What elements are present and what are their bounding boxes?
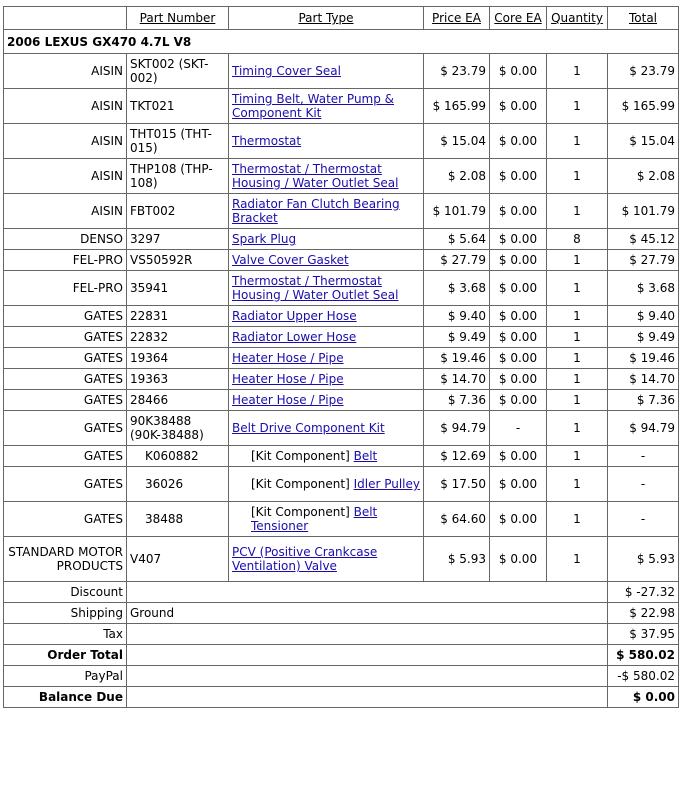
- tax-spacer: [127, 624, 608, 645]
- part-type-cell: [229, 194, 424, 229]
- vehicle-title: 2006 LEXUS GX470 4.7L V8: [4, 30, 679, 54]
- part-type-cell: [229, 411, 424, 446]
- brand-cell: FEL-PRO: [4, 271, 127, 306]
- price-cell: $ 7.36: [424, 390, 490, 411]
- core-cell: $ 0.00: [490, 537, 547, 582]
- quantity-cell: 1: [547, 159, 608, 194]
- balance-due-label: Balance Due: [4, 687, 127, 708]
- paypal-value: -$ 580.02: [608, 666, 679, 687]
- part-type-cell: [229, 467, 424, 502]
- price-cell: $ 64.60: [424, 502, 490, 537]
- total-cell: $ 165.99: [608, 89, 679, 124]
- part-type-cell: [229, 250, 424, 271]
- part-type-link[interactable]: Valve Cover Gasket: [232, 253, 349, 267]
- total-cell: $ 27.79: [608, 250, 679, 271]
- table-row: [4, 327, 679, 348]
- price-cell: $ 15.04: [424, 124, 490, 159]
- price-cell: $ 2.08: [424, 159, 490, 194]
- total-cell: $ 45.12: [608, 229, 679, 250]
- part-type-cell: [229, 537, 424, 582]
- part-type-cell: [229, 348, 424, 369]
- part-type-link[interactable]: Heater Hose / Pipe: [232, 393, 344, 407]
- total-cell: -: [608, 502, 679, 537]
- core-cell: $ 0.00: [490, 124, 547, 159]
- part-type-cell: [229, 390, 424, 411]
- part-number-cell: K060882: [127, 446, 229, 467]
- quantity-cell: 1: [547, 306, 608, 327]
- brand-cell: DENSO: [4, 229, 127, 250]
- part-number-cell: 90K38488 (90K-38488): [127, 411, 229, 446]
- price-cell: $ 9.49: [424, 327, 490, 348]
- total-cell: $ 3.68: [608, 271, 679, 306]
- header-brand: [4, 7, 127, 30]
- total-cell: $ 14.70: [608, 369, 679, 390]
- total-cell: $ 15.04: [608, 124, 679, 159]
- order-total-value: $ 580.02: [608, 645, 679, 666]
- shipping-value: $ 22.98: [608, 603, 679, 624]
- tax-value: $ 37.95: [608, 624, 679, 645]
- part-type-link[interactable]: Belt Tensioner: [251, 505, 378, 533]
- paypal-spacer: [127, 666, 608, 687]
- part-type-link[interactable]: Radiator Upper Hose: [232, 309, 357, 323]
- tax-label: Tax: [4, 624, 127, 645]
- price-cell: $ 5.64: [424, 229, 490, 250]
- table-row: [4, 446, 679, 467]
- header-part-type[interactable]: Part Type: [229, 7, 424, 30]
- brand-cell: AISIN: [4, 124, 127, 159]
- price-cell: $ 17.50: [424, 467, 490, 502]
- part-number-cell: 22831: [127, 306, 229, 327]
- quantity-cell: 1: [547, 446, 608, 467]
- quantity-cell: 1: [547, 124, 608, 159]
- core-cell: $ 0.00: [490, 306, 547, 327]
- header-total[interactable]: Total: [608, 7, 679, 30]
- table-row: [4, 369, 679, 390]
- brand-cell: GATES: [4, 390, 127, 411]
- discount-row: [4, 582, 679, 603]
- core-cell: $ 0.00: [490, 89, 547, 124]
- part-number-cell: 35941: [127, 271, 229, 306]
- table-row: [4, 390, 679, 411]
- brand-cell: AISIN: [4, 89, 127, 124]
- core-cell: $ 0.00: [490, 369, 547, 390]
- paypal-label: PayPal: [4, 666, 127, 687]
- brand-cell: GATES: [4, 411, 127, 446]
- part-number-cell: 19363: [127, 369, 229, 390]
- core-cell: $ 0.00: [490, 502, 547, 537]
- header-part-number[interactable]: Part Number: [127, 7, 229, 30]
- core-cell: $ 0.00: [490, 250, 547, 271]
- table-row: [4, 54, 679, 89]
- part-type-cell: [229, 306, 424, 327]
- part-number-cell: 19364: [127, 348, 229, 369]
- order-total-row: [4, 645, 679, 666]
- price-cell: $ 165.99: [424, 89, 490, 124]
- core-cell: $ 0.00: [490, 446, 547, 467]
- price-cell: $ 23.79: [424, 54, 490, 89]
- quantity-cell: 1: [547, 327, 608, 348]
- brand-cell: AISIN: [4, 54, 127, 89]
- part-number-cell: SKT002 (SKT-002): [127, 54, 229, 89]
- brand-cell: GATES: [4, 446, 127, 467]
- price-cell: $ 19.46: [424, 348, 490, 369]
- quantity-cell: 8: [547, 229, 608, 250]
- part-number-cell: 36026: [127, 467, 229, 502]
- part-type-link[interactable]: Spark Plug: [232, 232, 297, 246]
- core-cell: $ 0.00: [490, 54, 547, 89]
- brand-cell: FEL-PRO: [4, 250, 127, 271]
- quantity-cell: 1: [547, 89, 608, 124]
- part-type-link[interactable]: PCV (Positive Crankcase Ventilation) Valve: [232, 545, 378, 573]
- price-cell: $ 27.79: [424, 250, 490, 271]
- part-type-link[interactable]: Heater Hose / Pipe: [232, 372, 344, 386]
- part-number-cell: THT015 (THT-015): [127, 124, 229, 159]
- price-cell: $ 12.69: [424, 446, 490, 467]
- table-row: [4, 124, 679, 159]
- table-row: [4, 306, 679, 327]
- brand-cell: STANDARD MOTOR PRODUCTS: [4, 537, 127, 582]
- quantity-cell: 1: [547, 502, 608, 537]
- price-cell: $ 101.79: [424, 194, 490, 229]
- shipping-row: [4, 603, 679, 624]
- table-row: [4, 250, 679, 271]
- price-cell: $ 14.70: [424, 369, 490, 390]
- quantity-cell: 1: [547, 467, 608, 502]
- quantity-cell: 1: [547, 348, 608, 369]
- tax-row: [4, 624, 679, 645]
- kit-component-label: [Kit Component]: [251, 505, 350, 519]
- table-row: [4, 229, 679, 250]
- part-number-cell: THP108 (THP-108): [127, 159, 229, 194]
- table-row: [4, 467, 679, 502]
- brand-cell: GATES: [4, 502, 127, 537]
- core-cell: $ 0.00: [490, 271, 547, 306]
- part-type-link[interactable]: Thermostat / Thermostat Housing / Water Outlet Seal: [232, 162, 399, 190]
- quantity-cell: 1: [547, 250, 608, 271]
- core-cell: $ 0.00: [490, 194, 547, 229]
- header-row: [4, 7, 679, 30]
- part-type-link[interactable]: Radiator Fan Clutch Bearing Bracket: [232, 197, 400, 225]
- table-row: [4, 194, 679, 229]
- part-type-link[interactable]: Thermostat / Thermostat Housing / Water Outlet Seal: [232, 274, 399, 302]
- shipping-label: Shipping: [4, 603, 127, 624]
- quantity-cell: 1: [547, 194, 608, 229]
- part-type-cell: [229, 89, 424, 124]
- part-type-cell: [229, 229, 424, 250]
- total-cell: $ 23.79: [608, 54, 679, 89]
- quantity-cell: 1: [547, 271, 608, 306]
- total-cell: $ 7.36: [608, 390, 679, 411]
- brand-cell: GATES: [4, 348, 127, 369]
- order-total-label: Order Total: [4, 645, 127, 666]
- price-cell: $ 5.93: [424, 537, 490, 582]
- core-cell: $ 0.00: [490, 467, 547, 502]
- balance-due-row: [4, 687, 679, 708]
- part-number-cell: 28466: [127, 390, 229, 411]
- discount-spacer: [127, 582, 608, 603]
- balance-due-value: $ 0.00: [608, 687, 679, 708]
- part-number-cell: 38488: [127, 502, 229, 537]
- part-number-cell: 22832: [127, 327, 229, 348]
- brand-cell: GATES: [4, 327, 127, 348]
- table-row: [4, 537, 679, 582]
- part-type-cell: [229, 502, 424, 537]
- header-quantity[interactable]: Quantity: [547, 7, 608, 30]
- core-cell: $ 0.00: [490, 327, 547, 348]
- part-number-cell: VS50592R: [127, 250, 229, 271]
- part-type-link[interactable]: Radiator Lower Hose: [232, 330, 357, 344]
- part-number-cell: FBT002: [127, 194, 229, 229]
- core-cell: $ 0.00: [490, 159, 547, 194]
- vehicle-row: [4, 30, 679, 54]
- total-cell: $ 101.79: [608, 194, 679, 229]
- price-cell: $ 9.40: [424, 306, 490, 327]
- part-type-cell: [229, 159, 424, 194]
- header-core[interactable]: Core EA: [490, 7, 547, 30]
- brand-cell: AISIN: [4, 159, 127, 194]
- part-type-cell: [229, 54, 424, 89]
- kit-component-label: [Kit Component]: [251, 477, 350, 491]
- part-type-cell: [229, 327, 424, 348]
- total-cell: $ 94.79: [608, 411, 679, 446]
- part-number-cell: TKT021: [127, 89, 229, 124]
- part-type-link[interactable]: Idler Pulley: [353, 477, 420, 491]
- discount-label: Discount: [4, 582, 127, 603]
- table-row: [4, 89, 679, 124]
- total-cell: $ 19.46: [608, 348, 679, 369]
- total-cell: -: [608, 446, 679, 467]
- total-cell: $ 5.93: [608, 537, 679, 582]
- part-type-link[interactable]: Belt: [353, 449, 378, 463]
- order-table: [3, 6, 679, 708]
- part-type-link[interactable]: Timing Belt, Water Pump & Component Kit: [232, 92, 395, 120]
- total-cell: -: [608, 467, 679, 502]
- discount-value: $ -27.32: [608, 582, 679, 603]
- quantity-cell: 1: [547, 54, 608, 89]
- brand-cell: AISIN: [4, 194, 127, 229]
- core-cell: $ 0.00: [490, 348, 547, 369]
- brand-cell: GATES: [4, 467, 127, 502]
- price-cell: $ 3.68: [424, 271, 490, 306]
- part-type-cell: [229, 124, 424, 159]
- part-type-cell: [229, 369, 424, 390]
- quantity-cell: 1: [547, 390, 608, 411]
- paypal-row: [4, 666, 679, 687]
- part-type-link[interactable]: Heater Hose / Pipe: [232, 351, 344, 365]
- part-type-link[interactable]: Thermostat: [232, 134, 302, 148]
- core-cell: $ 0.00: [490, 390, 547, 411]
- kit-component-label: [Kit Component]: [251, 449, 350, 463]
- table-row: [4, 159, 679, 194]
- quantity-cell: 1: [547, 369, 608, 390]
- part-type-link[interactable]: Timing Cover Seal: [232, 64, 341, 78]
- shipping-method: Ground: [127, 603, 608, 624]
- balance-due-spacer: [127, 687, 608, 708]
- total-cell: $ 2.08: [608, 159, 679, 194]
- table-row: [4, 411, 679, 446]
- brand-cell: GATES: [4, 369, 127, 390]
- header-price[interactable]: Price EA: [424, 7, 490, 30]
- price-cell: $ 94.79: [424, 411, 490, 446]
- total-cell: $ 9.40: [608, 306, 679, 327]
- part-type-link[interactable]: Belt Drive Component Kit: [232, 421, 385, 435]
- part-number-cell: 3297: [127, 229, 229, 250]
- table-row: [4, 348, 679, 369]
- brand-cell: GATES: [4, 306, 127, 327]
- table-row: [4, 502, 679, 537]
- core-cell: $ 0.00: [490, 229, 547, 250]
- part-type-cell: [229, 271, 424, 306]
- core-cell: -: [490, 411, 547, 446]
- total-cell: $ 9.49: [608, 327, 679, 348]
- table-row: [4, 271, 679, 306]
- quantity-cell: 1: [547, 411, 608, 446]
- part-number-cell: V407: [127, 537, 229, 582]
- order-total-spacer: [127, 645, 608, 666]
- quantity-cell: 1: [547, 537, 608, 582]
- part-type-cell: [229, 446, 424, 467]
